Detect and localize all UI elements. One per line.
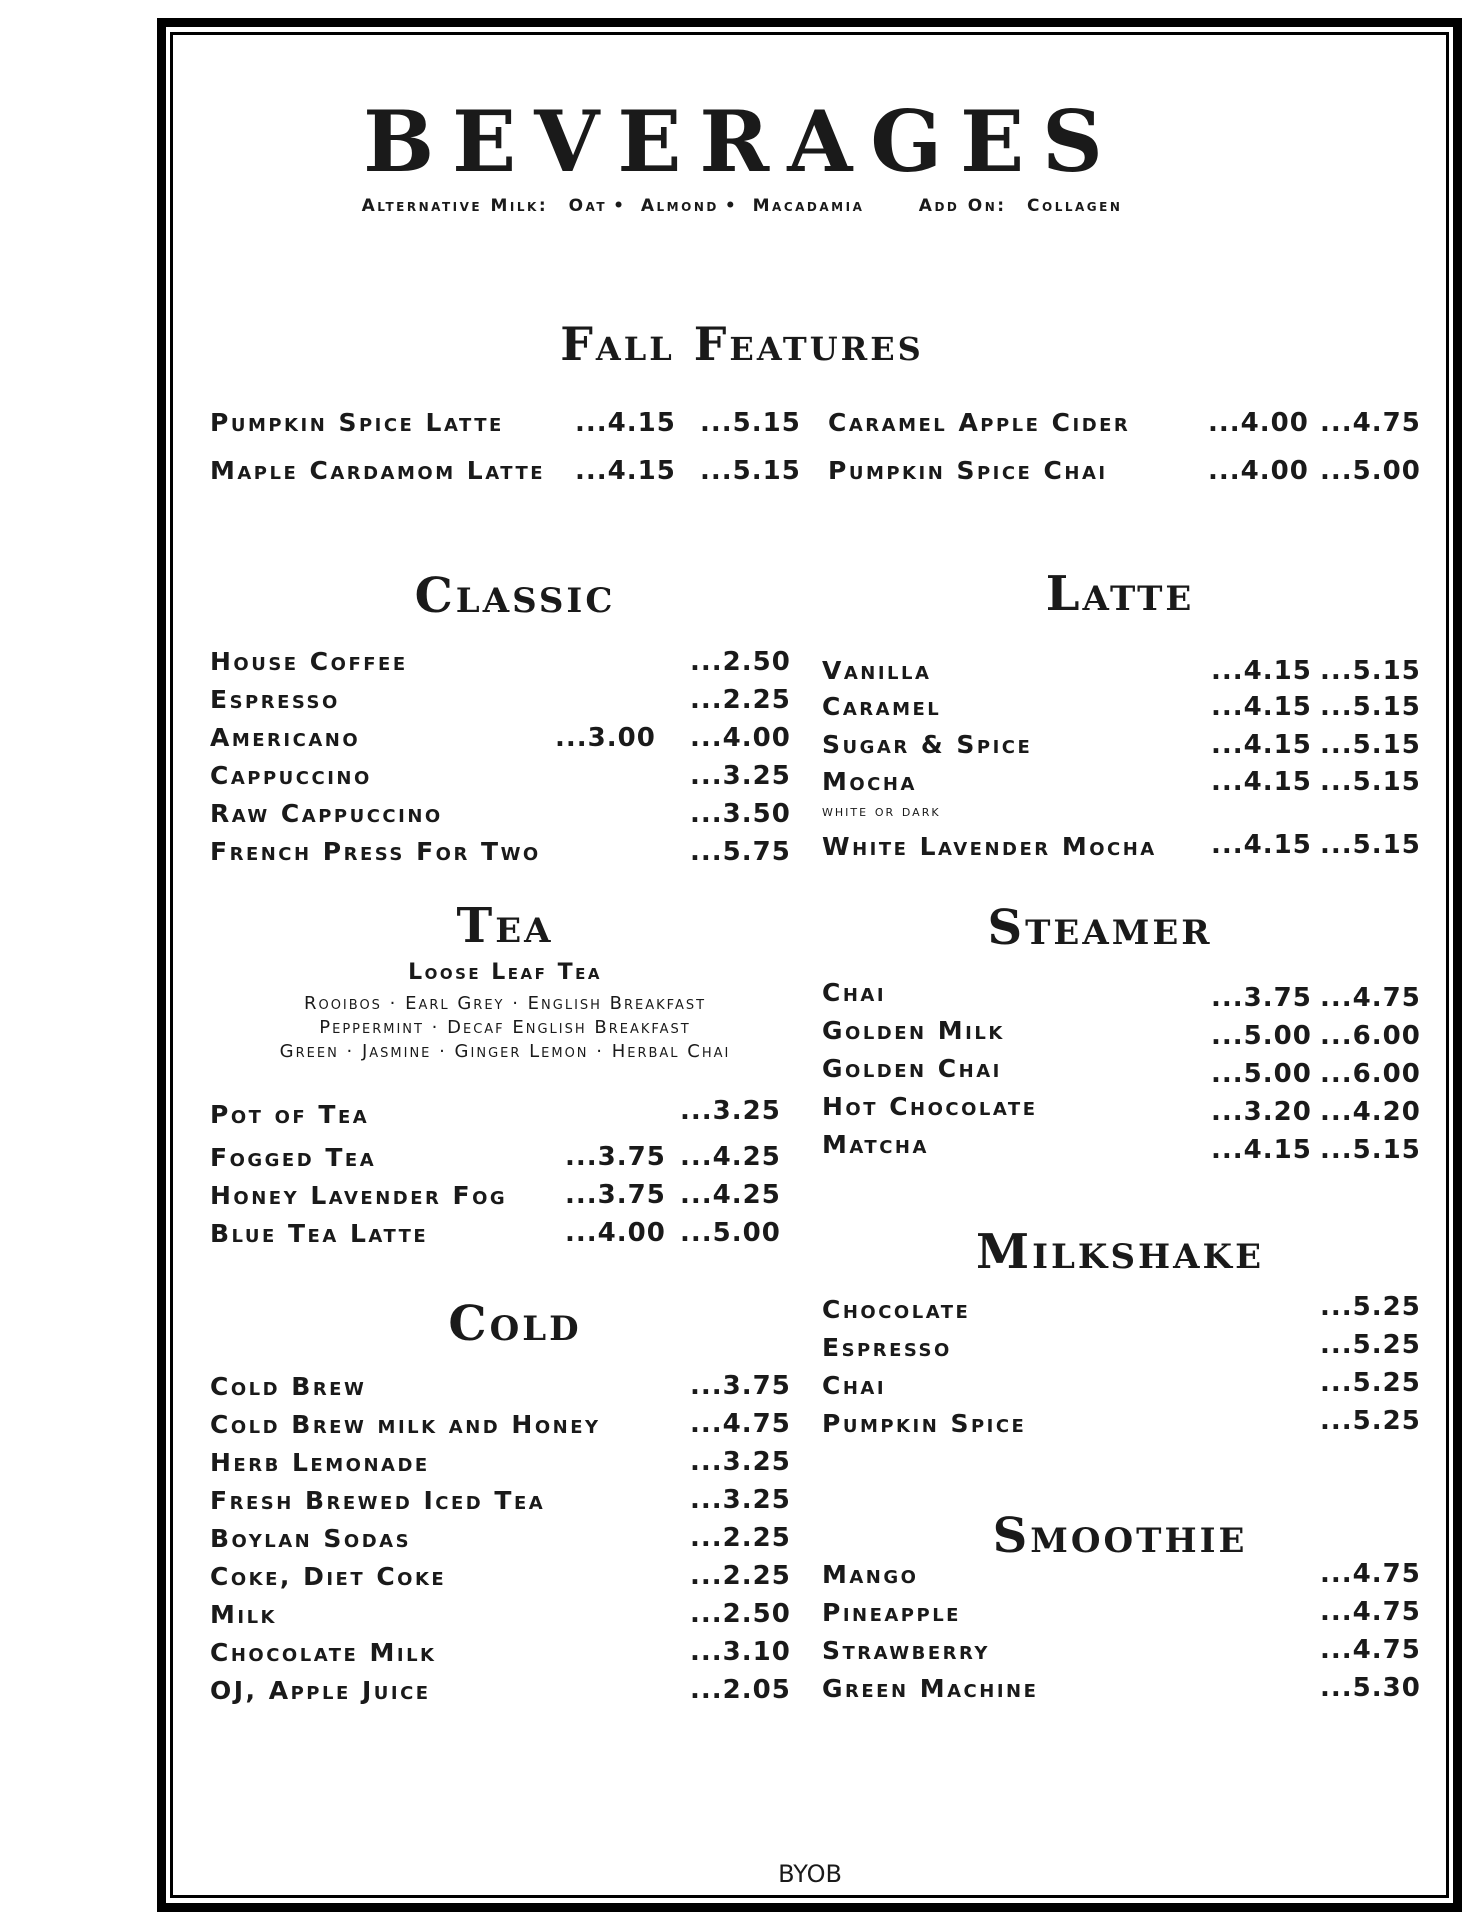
menu-item-price-small: ...3.75 [565,1142,666,1172]
menu-item-price: ...5.15 [1320,1135,1421,1165]
menu-item-name: Mocha [822,767,917,796]
menu-item-name: Matcha [822,1130,929,1159]
menu-item-name: Pineapple [822,1598,961,1627]
menu-item-price: ...4.75 [1320,983,1421,1013]
menu-item-name: Green Machine [822,1674,1039,1703]
fall-item-price-small: ...4.15 [575,408,676,438]
menu-item-price: ...5.25 [1320,1330,1421,1360]
menu-item-price: ...4.00 [690,723,791,753]
menu-item-price: ...5.15 [1320,730,1421,760]
menu-item-name: Sugar & Spice [822,730,1033,759]
menu-item-name: Herb Lemonade [210,1448,430,1477]
menu-item-price: ...5.25 [1320,1406,1421,1436]
menu-item-name: Chocolate Milk [210,1638,437,1667]
tea-varieties-line: Peppermint · Decaf English Breakfast [319,1017,691,1038]
menu-item-name: Boylan Sodas [210,1524,412,1553]
menu-item-price: ...6.00 [1320,1059,1421,1089]
menu-item-name: Cold Brew milk and Honey [210,1410,601,1439]
menu-item-name: Mango [822,1560,919,1589]
alt-milk-oat: Oat [568,196,608,216]
menu-item-price: ...2.50 [690,1599,791,1629]
menu-item-price-small: ...4.15 [1211,1135,1312,1165]
menu-item-price: ...5.15 [1320,830,1421,860]
menu-item-price: ...4.25 [680,1180,781,1210]
fall-item-name: Pumpkin Spice Latte [210,408,504,437]
menu-item-name: Chai [822,978,887,1007]
menu-item-price: ...2.25 [690,1561,791,1591]
fall-item-price-large: ...5.15 [700,456,801,486]
menu-item-name: Strawberry [822,1636,990,1665]
menu-item-price-small: ...3.00 [555,723,656,753]
alt-milk-macadamia: Macadamia [752,196,865,216]
menu-item-price: ...4.75 [1320,1559,1421,1589]
mocha-note: white or dark [822,802,941,820]
menu-item-name: Cold Brew [210,1372,367,1401]
menu-item-price-small: ...3.75 [565,1180,666,1210]
latte-heading: Latte [1045,566,1195,622]
menu-item-price-small: ...5.00 [1211,1059,1312,1089]
classic-heading: Classic [414,568,616,624]
menu-item-name: Honey Lavender Fog [210,1181,508,1210]
menu-item-price: ...4.25 [680,1142,781,1172]
menu-item-price: ...3.25 [690,761,791,791]
menu-item-name: House Coffee [210,647,408,676]
alt-milk-almond: Almond [640,196,719,216]
add-on-label: Add On: [918,196,1007,216]
menu-item-name: Caramel [822,692,942,721]
menu-item-price-small: ...4.15 [1211,692,1312,722]
menu-item-price: ...3.25 [680,1096,781,1126]
menu-item-name: Vanilla [822,656,932,685]
tea-varieties-line: Green · Jasmine · Ginger Lemon · Herbal Chai [279,1041,731,1062]
menu-item-price: ...3.10 [690,1637,791,1667]
menu-item-price: ...6.00 [1320,1021,1421,1051]
menu-item-name: Fresh Brewed Iced Tea [210,1486,546,1515]
fall-item-name: Caramel Apple Cider [828,408,1131,437]
menu-item-name: Espresso [210,685,340,714]
menu-item-name: Raw Cappuccino [210,799,443,828]
menu-item-name: Americano [210,723,361,752]
menu-item-price-small: ...4.15 [1211,830,1312,860]
cold-heading: Cold [448,1296,582,1352]
loose-leaf-heading: Loose Leaf Tea [408,960,602,985]
menu-item-name: Pot of Tea [210,1100,370,1129]
menu-item-price-small: ...4.15 [1211,730,1312,760]
menu-item-price: ...3.75 [690,1371,791,1401]
menu-subtitle: Alternative Milk: Oat • Almond • Macadamia Add On: Collagen [361,196,1123,216]
menu-item-name: Milk [210,1600,277,1629]
menu-item-name: Cappuccino [210,761,372,790]
menu-item-name: Coke, Diet Coke [210,1562,447,1591]
menu-item-price-small: ...4.15 [1211,656,1312,686]
menu-item-price: ...5.15 [1320,767,1421,797]
menu-item-price: ...5.15 [1320,656,1421,686]
alt-milk-label: Alternative Milk: [361,196,549,216]
menu-item-price-small: ...3.20 [1211,1097,1312,1127]
fall-item-price-large: ...5.15 [700,408,801,438]
menu-item-price: ...4.75 [690,1409,791,1439]
menu-item-name: Blue Tea Latte [210,1219,429,1248]
menu-item-price-small: ...3.75 [1211,983,1312,1013]
fall-item-price-large: ...5.00 [1320,456,1421,486]
fall-item-name: Maple Cardamom Latte [210,456,546,485]
menu-item-name: Chai [822,1371,887,1400]
menu-item-name: Espresso [822,1333,952,1362]
menu-item-price: ...3.25 [690,1447,791,1477]
menu-item-name: Pumpkin Spice [822,1409,1027,1438]
smoothie-heading: Smoothie [992,1508,1248,1564]
menu-item-price: ...5.15 [1320,692,1421,722]
menu-item-name: Hot Chocolate [822,1092,1038,1121]
menu-title: BEVERAGES [363,92,1121,191]
fall-item-price-small: ...4.00 [1208,408,1309,438]
menu-item-price: ...2.25 [690,685,791,715]
menu-item-price-small: ...4.00 [565,1218,666,1248]
menu-item-price: ...5.30 [1320,1673,1421,1703]
menu-item-price: ...2.25 [690,1523,791,1553]
steamer-heading: Steamer [987,900,1213,956]
fall-item-price-small: ...4.00 [1208,456,1309,486]
menu-item-price: ...3.50 [690,799,791,829]
add-on-collagen: Collagen [1027,196,1123,216]
menu-item-name: Golden Chai [822,1054,1002,1083]
tea-varieties-line: Rooibos · Earl Grey · English Breakfast [303,993,707,1014]
tea-heading: Tea [456,898,554,954]
menu-item-price: ...5.00 [680,1218,781,1248]
fall-item-name: Pumpkin Spice Chai [828,456,1108,485]
menu-item-price-small: ...4.15 [1211,767,1312,797]
menu-item-name: Chocolate [822,1295,971,1324]
byob-footer: BYOB [778,1860,842,1888]
menu-item-name: French Press For Two [210,837,541,866]
menu-item-price: ...2.05 [690,1675,791,1705]
menu-item-price: ...4.75 [1320,1597,1421,1627]
menu-item-price: ...5.25 [1320,1292,1421,1322]
menu-item-price: ...4.20 [1320,1097,1421,1127]
menu-item-price-small: ...5.00 [1211,1021,1312,1051]
menu-item-name: Golden Milk [822,1016,1005,1045]
menu-item-price: ...5.25 [1320,1368,1421,1398]
menu-item-price: ...4.75 [1320,1635,1421,1665]
milkshake-heading: Milkshake [975,1224,1265,1280]
fall-item-price-small: ...4.15 [575,456,676,486]
menu-item-name: Fogged Tea [210,1143,377,1172]
menu-item-name: OJ, Apple Juice [210,1676,431,1705]
fall-heading: Fall Features [560,317,924,371]
menu-item-price: ...2.50 [690,647,791,677]
menu-item-price: ...5.75 [690,837,791,867]
fall-item-price-large: ...4.75 [1320,408,1421,438]
menu-item-price: ...3.25 [690,1485,791,1515]
menu-item-name: White Lavender Mocha [822,832,1157,861]
